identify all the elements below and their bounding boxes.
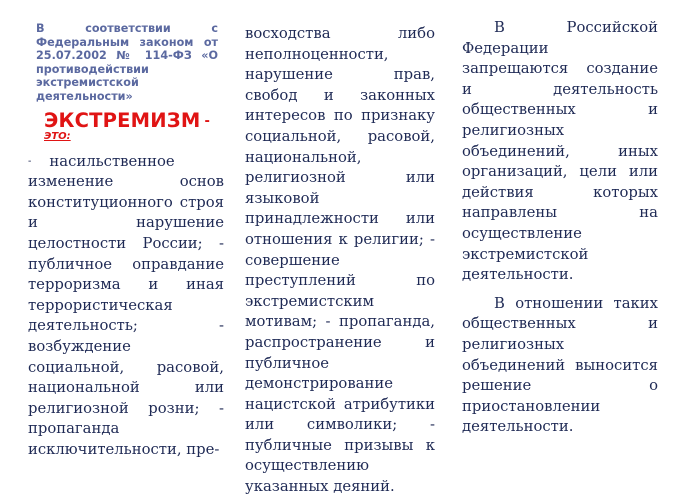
subhead: ЭТО: xyxy=(44,130,71,142)
suspension-paragraph: В отношении таких общественных и религиозных объединений выносится решение о приостановлении деятельности. xyxy=(462,294,658,436)
lead-dash: - xyxy=(28,155,32,167)
headline xyxy=(44,110,224,133)
definition-text-part2: восходства либо неполноценности, нарушение прав, свобод и законных интересов по признаку социальной, расовой, национальной, религиозной или языковой принадлежности или отношения к религии; - совершение преступлений по экстремистским мотивам; - пропаганда, распространение и публичное демонстрирование нацистской атрибутики или символики; - публичные призывы к осуществлению указанных деяний. xyxy=(245,25,435,496)
definition-text-part1 xyxy=(28,152,224,461)
column-left xyxy=(28,18,224,460)
prohibition-paragraph: В Российской Федерации запрещаются создание и деятельность общественных и религиозных объединений, иных организаций, цели или действия которых направлены на осуществление экстремистской деятельности. xyxy=(462,19,658,284)
law-reference-note: В соответствии с Федеральным законом от 25.07.2002 № 114-ФЗ «О противодействии экстремистской деятельности» xyxy=(36,22,218,103)
headline-dash: - xyxy=(204,113,211,129)
definition-text: насильственное изменение основ конституционного строя и нарушение целостности России; - публичное оправдание терроризма и иная террористическая деятельность; - возбуждение социальной, расовой, национальной или религиозной розни; - пропаганда исключительности, пре- xyxy=(28,152,224,458)
column-middle xyxy=(245,24,435,498)
headline-text: ЭКСТРЕМИЗМ xyxy=(44,108,201,132)
column-right xyxy=(462,18,658,438)
